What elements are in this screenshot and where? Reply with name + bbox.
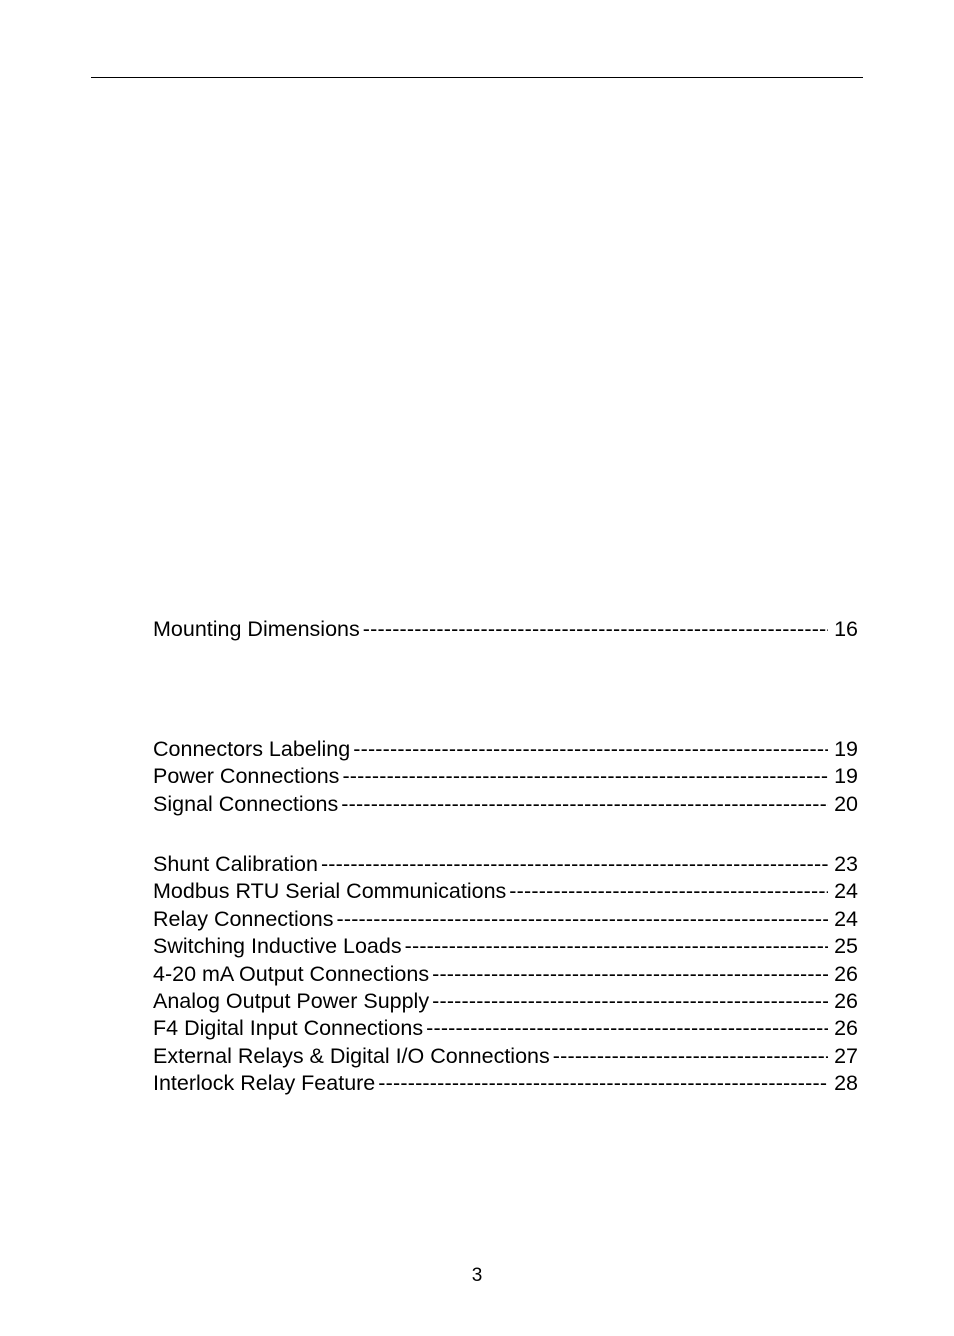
toc-entry-title: Relay Connections (153, 906, 334, 931)
toc-group-connections (153, 736, 858, 818)
toc-entry-page: 24 (834, 879, 858, 904)
toc-entry-page: 26 (834, 988, 858, 1013)
toc-entry-page: 20 (834, 791, 858, 816)
toc-dot-leader (432, 961, 828, 988)
toc-entry[interactable] (153, 763, 858, 790)
toc-entry[interactable] (153, 878, 858, 905)
toc-dot-leader (553, 1043, 828, 1070)
toc-entry-page: 28 (834, 1071, 858, 1096)
toc-entry-title: Mounting Dimensions (153, 617, 360, 641)
page-number: 3 (471, 1265, 483, 1286)
toc-entry[interactable] (153, 791, 858, 818)
toc-entry-title: Modbus RTU Serial Communications (153, 879, 507, 904)
toc-entry[interactable] (153, 906, 858, 933)
toc-entry[interactable] (153, 988, 858, 1015)
toc-entry[interactable] (153, 851, 858, 878)
toc-entry[interactable] (153, 616, 858, 643)
toc-group-mounting (153, 616, 858, 643)
toc-entry[interactable] (153, 933, 858, 960)
toc-entry-page: 23 (834, 852, 858, 876)
toc-dot-leader (341, 791, 828, 818)
toc-entry-title: External Relays & Digital I/O Connections (153, 1043, 550, 1068)
toc-entry-title: Switching Inductive Loads (153, 934, 402, 959)
toc-entry[interactable] (153, 736, 858, 763)
toc-dot-leader (353, 736, 828, 763)
toc-dot-leader (426, 1015, 828, 1042)
toc-dot-leader (509, 878, 828, 905)
toc-entry-title: Power Connections (153, 764, 340, 789)
toc-entry-title: Interlock Relay Feature (153, 1071, 376, 1096)
toc-entry-page: 19 (834, 764, 858, 789)
toc-entry-page: 24 (834, 906, 858, 931)
toc-entry-title: F4 Digital Input Connections (153, 1016, 424, 1041)
toc-dot-leader (321, 851, 828, 878)
toc-dot-leader (363, 616, 828, 643)
toc-entry-title: Analog Output Power Supply (153, 988, 430, 1013)
toc-entry-page: 16 (834, 617, 858, 641)
toc-dot-leader (378, 1070, 828, 1097)
toc-entry[interactable] (153, 1043, 858, 1070)
header-rule (91, 77, 863, 78)
toc-entry-title: 4-20 mA Output Connections (153, 961, 430, 986)
toc-entry[interactable] (153, 961, 858, 988)
toc-entry[interactable] (153, 1070, 858, 1097)
toc-entry-title: Signal Connections (153, 791, 339, 816)
toc-entry-page: 26 (834, 961, 858, 986)
toc-dot-leader (405, 933, 828, 960)
toc-dot-leader (336, 906, 828, 933)
toc-entry-page: 25 (834, 934, 858, 959)
toc-entry-page: 19 (834, 737, 858, 761)
toc-entry[interactable] (153, 1015, 858, 1042)
toc-dot-leader (342, 763, 828, 790)
toc-group-calibration-io (153, 851, 858, 1098)
toc-entry-page: 27 (834, 1043, 858, 1068)
toc-entry-title: Connectors Labeling (153, 737, 351, 761)
toc-entry-page: 26 (834, 1016, 858, 1041)
toc-dot-leader (432, 988, 828, 1015)
toc-entry-title: Shunt Calibration (153, 852, 318, 876)
